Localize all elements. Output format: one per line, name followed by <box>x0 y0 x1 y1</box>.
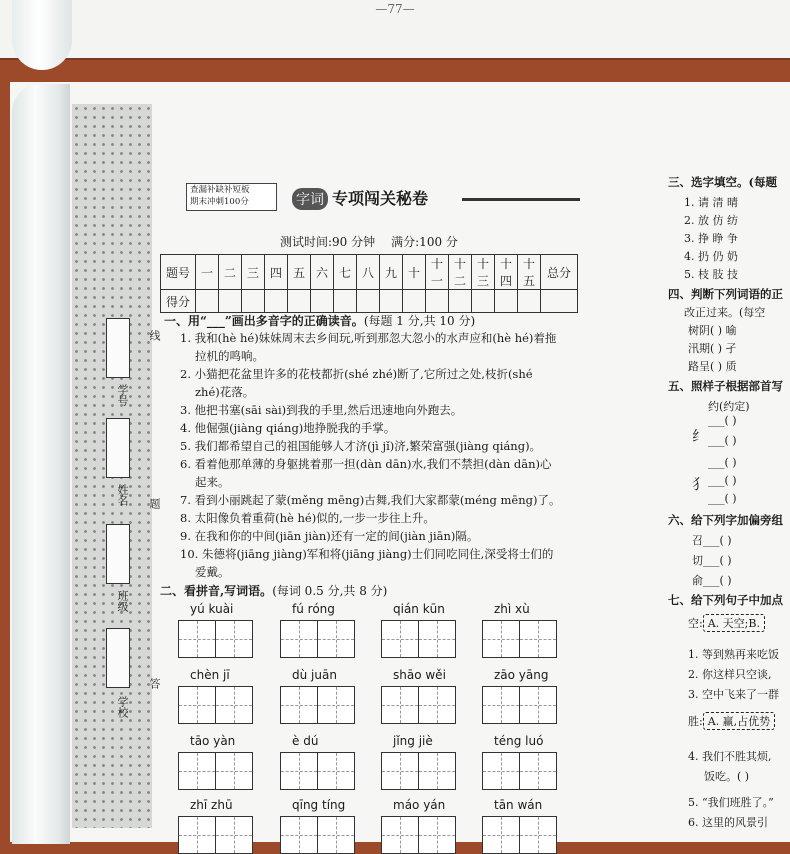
exam-meta <box>280 233 458 250</box>
section-7-heading: 七、给下列句子中加点 <box>668 593 783 607</box>
writing-grid[interactable] <box>280 620 355 658</box>
writing-cell[interactable] <box>520 621 556 657</box>
score-row-label: 得分 <box>161 290 196 313</box>
school-box[interactable] <box>106 628 130 688</box>
col-11: 十一 <box>426 255 449 290</box>
seal-char-2: 题 <box>148 498 161 509</box>
score-table-row-label: 题号 <box>161 255 196 290</box>
score-table-header-row <box>161 255 578 290</box>
student-id-box[interactable] <box>106 318 130 378</box>
badge-line-2: 期末冲刺100分 <box>190 197 249 207</box>
page-curl-left <box>12 84 70 844</box>
question-line: 8. 太阳像负着重荷(hè hé)似的,一步一步往上升。 <box>180 511 435 525</box>
class-box[interactable] <box>106 524 130 584</box>
sentence-row: 3. 空中飞来了一群 <box>688 688 779 701</box>
pinyin-label: jǐng jiè <box>393 734 433 748</box>
writing-cell[interactable] <box>483 817 520 853</box>
section-5-heading: 五、照样子根据部首写 <box>668 379 783 393</box>
word-check-row: 树阴( ) 喻 <box>688 324 737 337</box>
pinyin-label: fú róng <box>292 602 335 616</box>
score-cell[interactable] <box>472 290 495 313</box>
writing-cell[interactable] <box>216 753 252 789</box>
col-14: 十四 <box>495 255 518 290</box>
writing-cell[interactable] <box>419 753 455 789</box>
col-total: 总分 <box>541 255 578 290</box>
writing-cell[interactable] <box>520 687 556 723</box>
writing-cell[interactable] <box>318 753 354 789</box>
score-cell[interactable] <box>357 290 380 313</box>
col-15: 十五 <box>518 255 541 290</box>
previous-page <box>0 0 790 60</box>
question-line: 起来。 <box>195 475 230 489</box>
writing-cell[interactable] <box>318 817 354 853</box>
seal-char-1: 线 <box>148 330 161 341</box>
writing-grid[interactable] <box>381 620 456 658</box>
writing-cell[interactable] <box>382 621 419 657</box>
section-2-title: 二、看拼音,写词语。 <box>160 584 273 598</box>
col-2: 二 <box>219 255 242 290</box>
meaning-box-2 <box>688 712 775 730</box>
writing-cell[interactable] <box>179 621 216 657</box>
score-cell[interactable] <box>288 290 311 313</box>
col-10: 十 <box>403 255 426 290</box>
score-cell[interactable] <box>196 290 219 313</box>
pinyin-label: téng luó <box>494 734 544 748</box>
title-main: 专项闯关秘卷 <box>332 189 429 208</box>
writing-cell[interactable] <box>281 687 318 723</box>
score-cell[interactable] <box>426 290 449 313</box>
writing-cell[interactable] <box>419 621 455 657</box>
question-line: 9. 在我和你的中间(jiān jiàn)还有一定的间(jiàn jiān)隔。 <box>180 529 479 543</box>
class-label: 班级 <box>116 590 129 612</box>
radical-blank: ___( ) <box>708 474 737 487</box>
writing-cell[interactable] <box>318 621 354 657</box>
score-cell[interactable] <box>403 290 426 313</box>
question-line: 3. 他把书塞(sāi sài)到我的手里,然后迅速地向外跑去。 <box>180 403 463 417</box>
title-tag: 字词 <box>292 188 328 210</box>
col-5: 五 <box>288 255 311 290</box>
pinyin-label: qián kūn <box>393 602 445 616</box>
pinyin-label: tān wán <box>494 798 543 812</box>
writing-grid[interactable] <box>381 752 456 790</box>
radical-add-row: 切___( ) <box>692 554 732 567</box>
pinyin-label: shāo wěi <box>393 668 446 682</box>
student-id-label: 学号 <box>116 384 129 406</box>
writing-cell[interactable] <box>483 753 520 789</box>
col-6: 六 <box>311 255 334 290</box>
writing-cell[interactable] <box>281 621 318 657</box>
question-line: 7. 看到小丽跳起了蒙(měng mēng)古舞,我们大家都蒙(méng mēng)了。 <box>180 493 561 507</box>
section-1-title: 一、用“___”画出多音字的正确读音。 <box>164 314 364 328</box>
meaning-box-2-options: A. 赢,占优势 <box>703 712 775 730</box>
radical-blank: ___( ) <box>708 414 737 427</box>
score-table <box>160 254 578 313</box>
title-rule <box>462 198 580 201</box>
writing-cell[interactable] <box>483 621 520 657</box>
writing-cell[interactable] <box>281 753 318 789</box>
writing-cell[interactable] <box>216 817 252 853</box>
choice-row: 2. 放 仿 纺 <box>684 214 738 227</box>
writing-cell[interactable] <box>216 687 252 723</box>
meaning-box-2-label: 胜: <box>688 715 703 728</box>
writing-grid[interactable] <box>178 816 253 854</box>
series-badge <box>186 183 277 211</box>
writing-cell[interactable] <box>382 687 419 723</box>
score-cell[interactable] <box>449 290 472 313</box>
score-cell[interactable] <box>311 290 334 313</box>
word-check-row: 路呈( ) 质 <box>688 360 737 373</box>
col-1: 一 <box>196 255 219 290</box>
sentence-row: 5. “我们班胜了。” <box>688 796 774 809</box>
choice-row: 5. 枝 肢 技 <box>684 268 738 281</box>
seal-char-3: 答 <box>148 678 161 689</box>
writing-cell[interactable] <box>483 687 520 723</box>
score-table-score-row <box>161 290 578 313</box>
paper-title <box>292 186 428 212</box>
radical-blank: ___( ) <box>708 434 737 447</box>
section-4-subheading: 改正过来。(每空 <box>684 306 766 319</box>
radical-label: 纟 <box>692 429 706 445</box>
exam-time: 测试时间:90 分钟 <box>280 235 376 249</box>
writing-cell[interactable] <box>419 817 455 853</box>
page-number: —77— <box>375 2 415 16</box>
question-line: 1. 我和(hè hé)妹妹周末去乡间玩,听到那忽大忽小的水声应和(hè hé)着拖 <box>180 331 557 345</box>
section-4-heading: 四、判断下列词语的正 <box>668 287 783 301</box>
col-12: 十二 <box>449 255 472 290</box>
school-label: 学校 <box>116 696 129 718</box>
radical-blank: ___( ) <box>708 456 737 469</box>
writing-cell[interactable] <box>382 753 419 789</box>
score-cell[interactable] <box>265 290 288 313</box>
writing-cell[interactable] <box>179 817 216 853</box>
exam-full-score: 满分:100 分 <box>391 235 458 249</box>
writing-cell[interactable] <box>382 817 419 853</box>
pinyin-label: yú kuài <box>190 602 234 616</box>
section-2-heading <box>160 582 387 599</box>
radical-add-row: 俞___( ) <box>692 574 732 587</box>
pinyin-label: è dú <box>292 734 319 748</box>
radical-blank: ___( ) <box>708 492 737 505</box>
question-line: 拉机的鸣响。 <box>195 349 264 363</box>
section-3-heading: 三、选字填空。(每题 <box>668 175 777 189</box>
writing-grid[interactable] <box>178 686 253 724</box>
pinyin-label: chèn jī <box>190 668 230 682</box>
col-13: 十三 <box>472 255 495 290</box>
question-line: 5. 我们都希望自己的祖国能够人才济(jì jǐ)济,繁荣富强(jiàng qiáng)。 <box>180 439 542 453</box>
writing-cell[interactable] <box>419 687 455 723</box>
name-box[interactable] <box>106 418 130 478</box>
col-7: 七 <box>334 255 357 290</box>
writing-grid[interactable] <box>482 752 557 790</box>
word-check-row: 汛期( ) 孑 <box>688 342 737 355</box>
badge-line-1: 查漏补缺补短板 <box>190 185 250 195</box>
page-curl-top <box>12 0 72 70</box>
score-cell[interactable] <box>219 290 242 313</box>
writing-grid[interactable] <box>178 752 253 790</box>
writing-grid[interactable] <box>280 686 355 724</box>
pinyin-label: zāo yāng <box>494 668 549 682</box>
score-cell[interactable] <box>380 290 403 313</box>
writing-grid[interactable] <box>482 816 557 854</box>
pinyin-label: zhì xù <box>494 602 530 616</box>
section-2-note: (每词 0.5 分,共 8 分) <box>272 584 388 598</box>
writing-grid[interactable] <box>178 620 253 658</box>
question-line: 爱戴。 <box>195 565 230 579</box>
writing-grid[interactable] <box>280 752 355 790</box>
choice-row: 4. 扔 仍 奶 <box>684 250 738 263</box>
section-1-heading <box>164 312 475 329</box>
writing-grid[interactable] <box>381 816 456 854</box>
pinyin-label: máo yán <box>393 798 446 812</box>
meaning-box-1-options: A. 天空;B. <box>703 614 765 632</box>
question-line: 2. 小猫把花盆里许多的花枝都折(shé zhé)断了,它所过之处,枝折(shé <box>180 367 533 381</box>
section-5-example: 约(约定) <box>708 400 750 413</box>
col-4: 四 <box>265 255 288 290</box>
writing-grid[interactable] <box>482 686 557 724</box>
question-line: 4. 他倔强(jiàng qiáng)地挣脱我的手掌。 <box>180 421 396 435</box>
writing-grid[interactable] <box>280 816 355 854</box>
col-3: 三 <box>242 255 265 290</box>
writing-grid[interactable] <box>381 686 456 724</box>
sentence-row: 6. 这里的风景引 <box>688 816 768 829</box>
choice-row: 1. 请 清 晴 <box>684 196 738 209</box>
score-cell[interactable] <box>495 290 518 313</box>
pinyin-label: dù juān <box>292 668 337 682</box>
writing-cell[interactable] <box>520 817 556 853</box>
score-cell[interactable] <box>334 290 357 313</box>
question-line: zhé)花落。 <box>195 385 255 399</box>
question-line: 10. 朱德将(jiāng jiàng)军和将(jiāng jiàng)士们同吃同住,深受将士们的 <box>180 547 554 561</box>
radical-label: 犭 <box>692 477 706 493</box>
writing-cell[interactable] <box>520 753 556 789</box>
writing-cell[interactable] <box>281 817 318 853</box>
score-cell[interactable] <box>541 290 578 313</box>
sentence-row: 饭吃。( ) <box>704 770 750 783</box>
writing-cell[interactable] <box>318 687 354 723</box>
sentence-row: 1. 等到熟再来吃饭 <box>688 648 779 661</box>
score-cell[interactable] <box>518 290 541 313</box>
sentence-row: 2. 你这样只空谈, <box>688 668 772 681</box>
radical-add-row: 召___( ) <box>692 534 732 547</box>
choice-row: 3. 挣 睁 争 <box>684 232 738 245</box>
pinyin-label: tāo yàn <box>190 734 236 748</box>
section-1-note: (每题 1 分,共 10 分) <box>363 314 476 328</box>
score-cell[interactable] <box>242 290 265 313</box>
writing-cell[interactable] <box>179 687 216 723</box>
name-label: 姓名 <box>116 484 129 506</box>
question-line: 6. 看着他那单薄的身躯挑着那一担(dàn dān)水,我们不禁担(dàn dān)心 <box>180 457 552 471</box>
pinyin-label: qīng tíng <box>292 798 346 812</box>
writing-grid[interactable] <box>482 620 557 658</box>
meaning-box-1-label: 空: <box>688 617 703 630</box>
col-8: 八 <box>357 255 380 290</box>
pinyin-label: zhī zhū <box>190 798 233 812</box>
meaning-box-1 <box>688 614 765 632</box>
writing-cell[interactable] <box>179 753 216 789</box>
section-6-heading: 六、给下列字加偏旁组 <box>668 513 783 527</box>
writing-cell[interactable] <box>216 621 252 657</box>
col-9: 九 <box>380 255 403 290</box>
sentence-row: 4. 我们不胜其烦, <box>688 750 772 763</box>
